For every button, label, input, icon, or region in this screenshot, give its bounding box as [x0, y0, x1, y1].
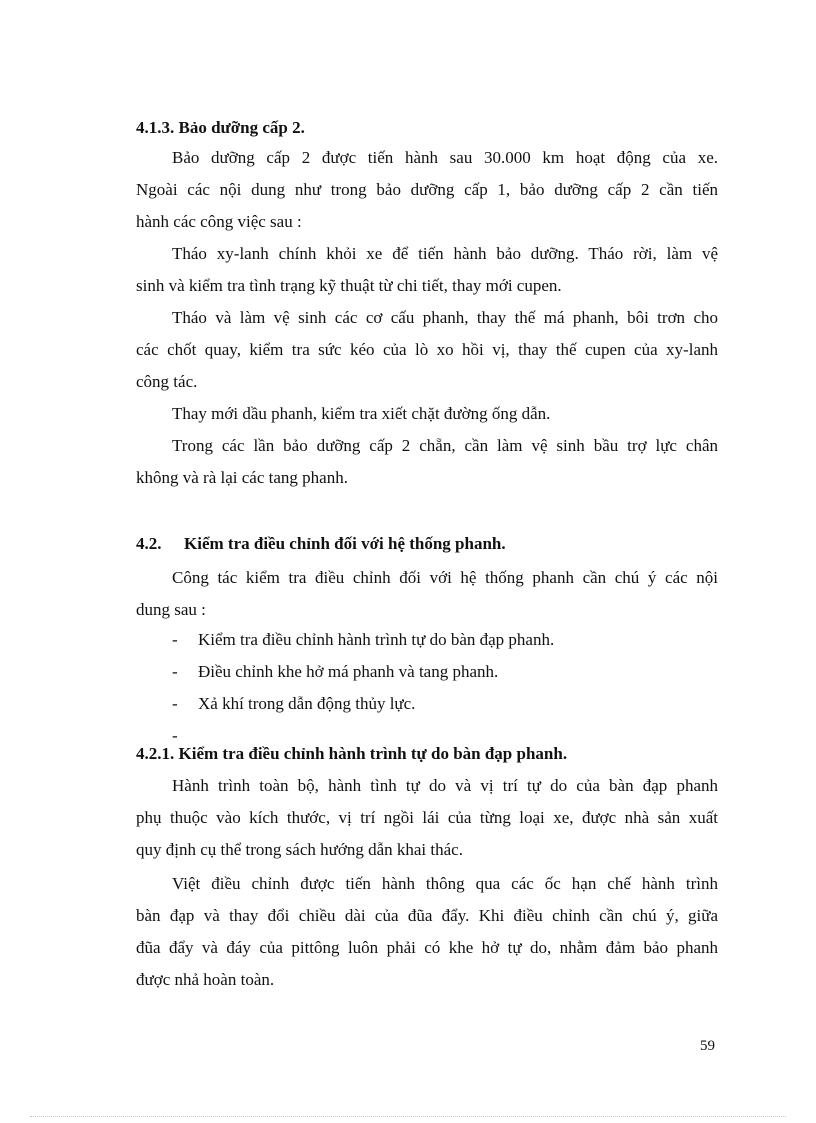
bullet-dash: -	[172, 630, 178, 649]
section-title: Kiểm tra điều chỉnh đối với hệ thống phanh.	[184, 534, 506, 553]
paragraph-line: bàn đạp và thay đổi chiều dài của đũa đẩy. Khi điều chỉnh cần chú ý, giữa	[136, 906, 718, 925]
paragraph-line: Bảo dưỡng cấp 2 được tiến hành sau 30.000 km hoạt động của xe.	[172, 148, 718, 167]
paragraph-line: công tác.	[136, 372, 198, 391]
paragraph-line: dung sau :	[136, 600, 206, 619]
section-number: 4.2.	[136, 534, 162, 553]
paragraph-line: Tháo xy-lanh chính khỏi xe để tiến hành bảo dưỡng. Tháo rời, làm vệ	[172, 244, 718, 263]
paragraph-line: Tháo và làm vệ sinh các cơ cấu phanh, thay thế má phanh, bôi trơn cho	[172, 308, 718, 327]
paragraph-line: Trong các lần bảo dưỡng cấp 2 chẵn, cần làm vệ sinh bầu trợ lực chân	[172, 436, 718, 455]
section-heading-4-1-3: 4.1.3. Bảo dưỡng cấp 2.	[136, 118, 305, 137]
page-bottom-divider	[30, 1116, 786, 1117]
section-heading-4-2	[136, 528, 718, 560]
empty-list-dash: -	[172, 726, 178, 745]
paragraph-line: Thay mới dầu phanh, kiểm tra xiết chặt đường ống dẫn.	[172, 404, 551, 423]
paragraph-line: được nhả hoàn toàn.	[136, 970, 275, 989]
list-item-text: Kiểm tra điều chỉnh hành trình tự do bàn đạp phanh.	[198, 630, 555, 649]
section-heading-4-2-1: 4.2.1. Kiểm tra điều chỉnh hành trình tự do bàn đạp phanh.	[136, 744, 568, 763]
bullet-dash: -	[172, 694, 178, 713]
list-item-text: Xả khí trong dẫn động thủy lực.	[198, 694, 416, 713]
paragraph-line: phụ thuộc vào kích thước, vị trí ngồi lái của từng loại xe, được nhà sản xuất	[136, 808, 718, 827]
paragraph-line: hành các công việc sau :	[136, 212, 302, 231]
paragraph-line: đũa đẩy và đáy của pittông luôn phải có khe hở tự do, nhằm đảm bảo phanh	[136, 938, 718, 957]
paragraph-line: sinh và kiểm tra tình trạng kỹ thuật từ chi tiết, thay mới cupen.	[136, 276, 562, 295]
list-item-text: Điều chỉnh khe hở má phanh và tang phanh.	[198, 662, 499, 681]
paragraph-line: Công tác kiểm tra điều chỉnh đối với hệ thống phanh cần chú ý các nội	[172, 568, 718, 587]
paragraph-line: quy định cụ thể trong sách hướng dẫn khai thác.	[136, 840, 463, 859]
paragraph-line: Ngoài các nội dung như trong bảo dưỡng cấp 1, bảo dưỡng cấp 2 cần tiến	[136, 180, 718, 199]
paragraph-line: Việt điều chỉnh được tiến hành thông qua các ốc hạn chế hành trình	[172, 874, 718, 893]
bullet-dash: -	[172, 662, 178, 681]
paragraph-line: Hành trình toàn bộ, hành tình tự do và vị trí tự do của bàn đạp phanh	[172, 776, 718, 795]
paragraph-line: không và rà lại các tang phanh.	[136, 468, 348, 487]
paragraph-line: các chốt quay, kiểm tra sức kéo của lò xo hồi vị, thay thế cupen của xy-lanh	[136, 340, 718, 359]
page-number: 59	[700, 1038, 715, 1054]
